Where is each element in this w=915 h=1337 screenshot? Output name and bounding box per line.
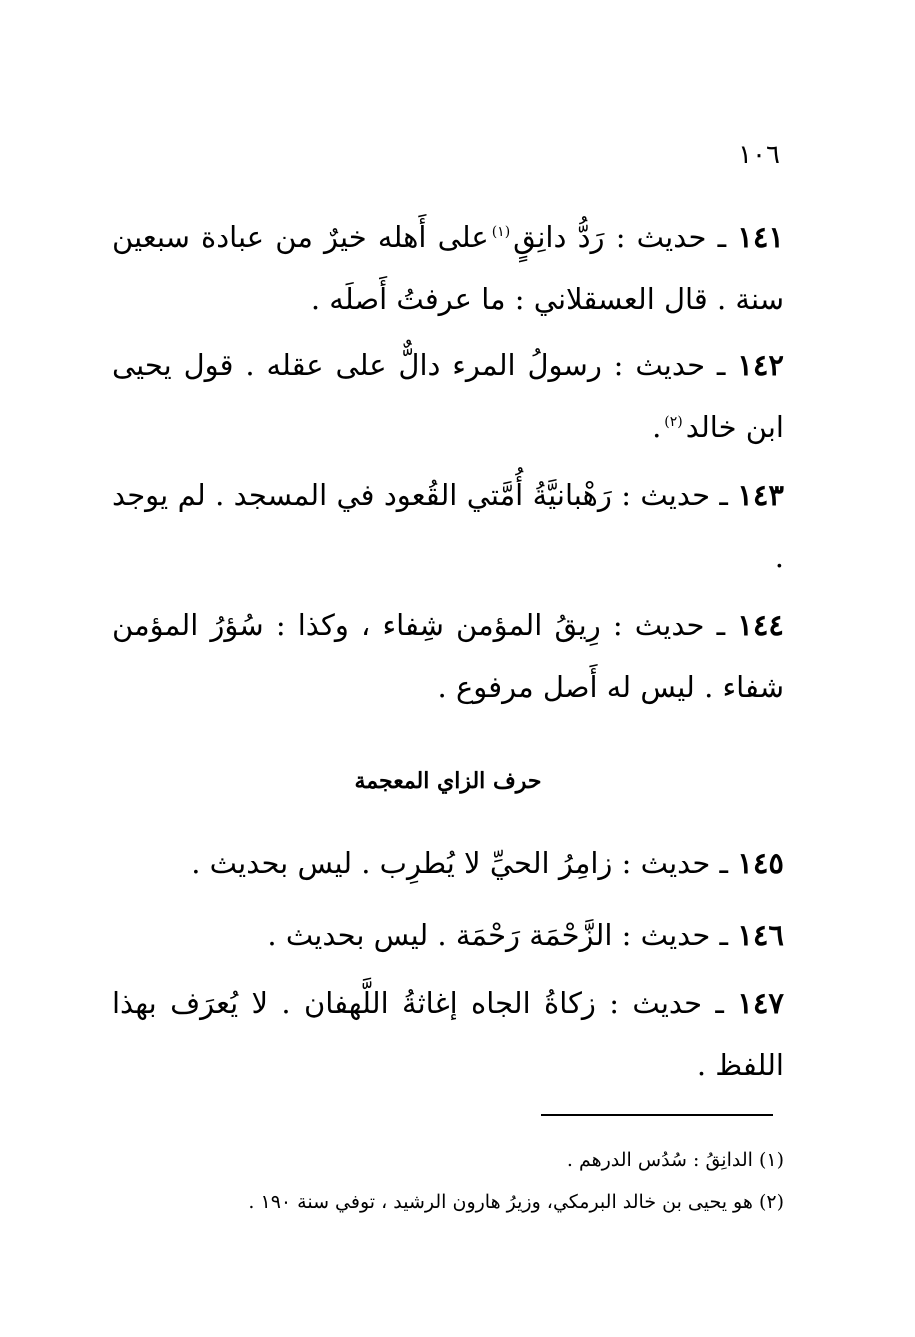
- entry-number: ١٤٤: [737, 608, 784, 642]
- entry-145: [112, 832, 784, 894]
- entry-number: ١٤٣: [737, 478, 784, 512]
- page-number: ١٠٦: [738, 140, 780, 170]
- entry-number: ١٤٢: [737, 348, 784, 382]
- footnote-mark: (١): [758, 1149, 784, 1171]
- footnote-ref: (١): [491, 224, 511, 241]
- footnote-divider: [541, 1114, 773, 1116]
- entry-text: ـ حديث : رَدُّ دانِقٍ: [513, 220, 738, 254]
- footnote-text: الدانِقُ : سُدُس الدرهم .: [566, 1149, 759, 1171]
- entry-text: ـ حديث : رَهْبانيَّةُ أُمَّتي القُعود في المسجد . لم يوجد .: [112, 478, 784, 574]
- entry-number: ١٤١: [737, 220, 784, 254]
- footnote-text: هو يحيى بن خالد البرمكي، وزيرُ هارون الرشيد ، توفي سنة ١٩٠ .: [248, 1191, 759, 1213]
- entry-146: [112, 904, 784, 966]
- entry-number: ١٤٥: [737, 846, 784, 880]
- entry-text: ـ حديث : الزَّحْمَة رَحْمَة . ليس بحديث .: [267, 918, 738, 952]
- entry-147: [112, 972, 784, 1096]
- entry-text: ـ حديث : زامِرُ الحيِّ لا يُطرِب . ليس بحديث .: [191, 846, 738, 880]
- entry-number: ١٤٦: [737, 918, 784, 952]
- footnote-2: [112, 1187, 784, 1217]
- entry-text: ـ حديث : رِيقُ المؤمن شِفاء ، وكذا : سُؤرُ المؤمن شفاء . ليس له أَصل مرفوع .: [112, 608, 784, 704]
- entry-143: [112, 464, 784, 588]
- entry-text: على أَهله خيرٌ من عبادة سبعين سنة . قال العسقلاني : ما عرفتُ أَصلَه .: [112, 220, 784, 316]
- entry-text: .: [652, 410, 662, 444]
- entry-text: ـ حديث : زكاةُ الجاه إغاثةُ اللَّهفان . لا يُعرَف بهذا اللفظ .: [112, 986, 784, 1082]
- section-heading: حرف الزاي المعجمة: [354, 768, 542, 794]
- entry-144: [112, 594, 784, 718]
- footnote-1: [112, 1145, 784, 1175]
- footnote-mark: (٢): [758, 1191, 784, 1213]
- footnote-ref: (٢): [664, 414, 683, 431]
- entry-141: [112, 206, 784, 330]
- entry-text: ـ حديث : رسولُ المرء دالٌّ على عقله . قول يحيى ابن خالد: [112, 348, 784, 444]
- entry-142: [112, 334, 784, 458]
- entry-number: ١٤٧: [737, 986, 784, 1020]
